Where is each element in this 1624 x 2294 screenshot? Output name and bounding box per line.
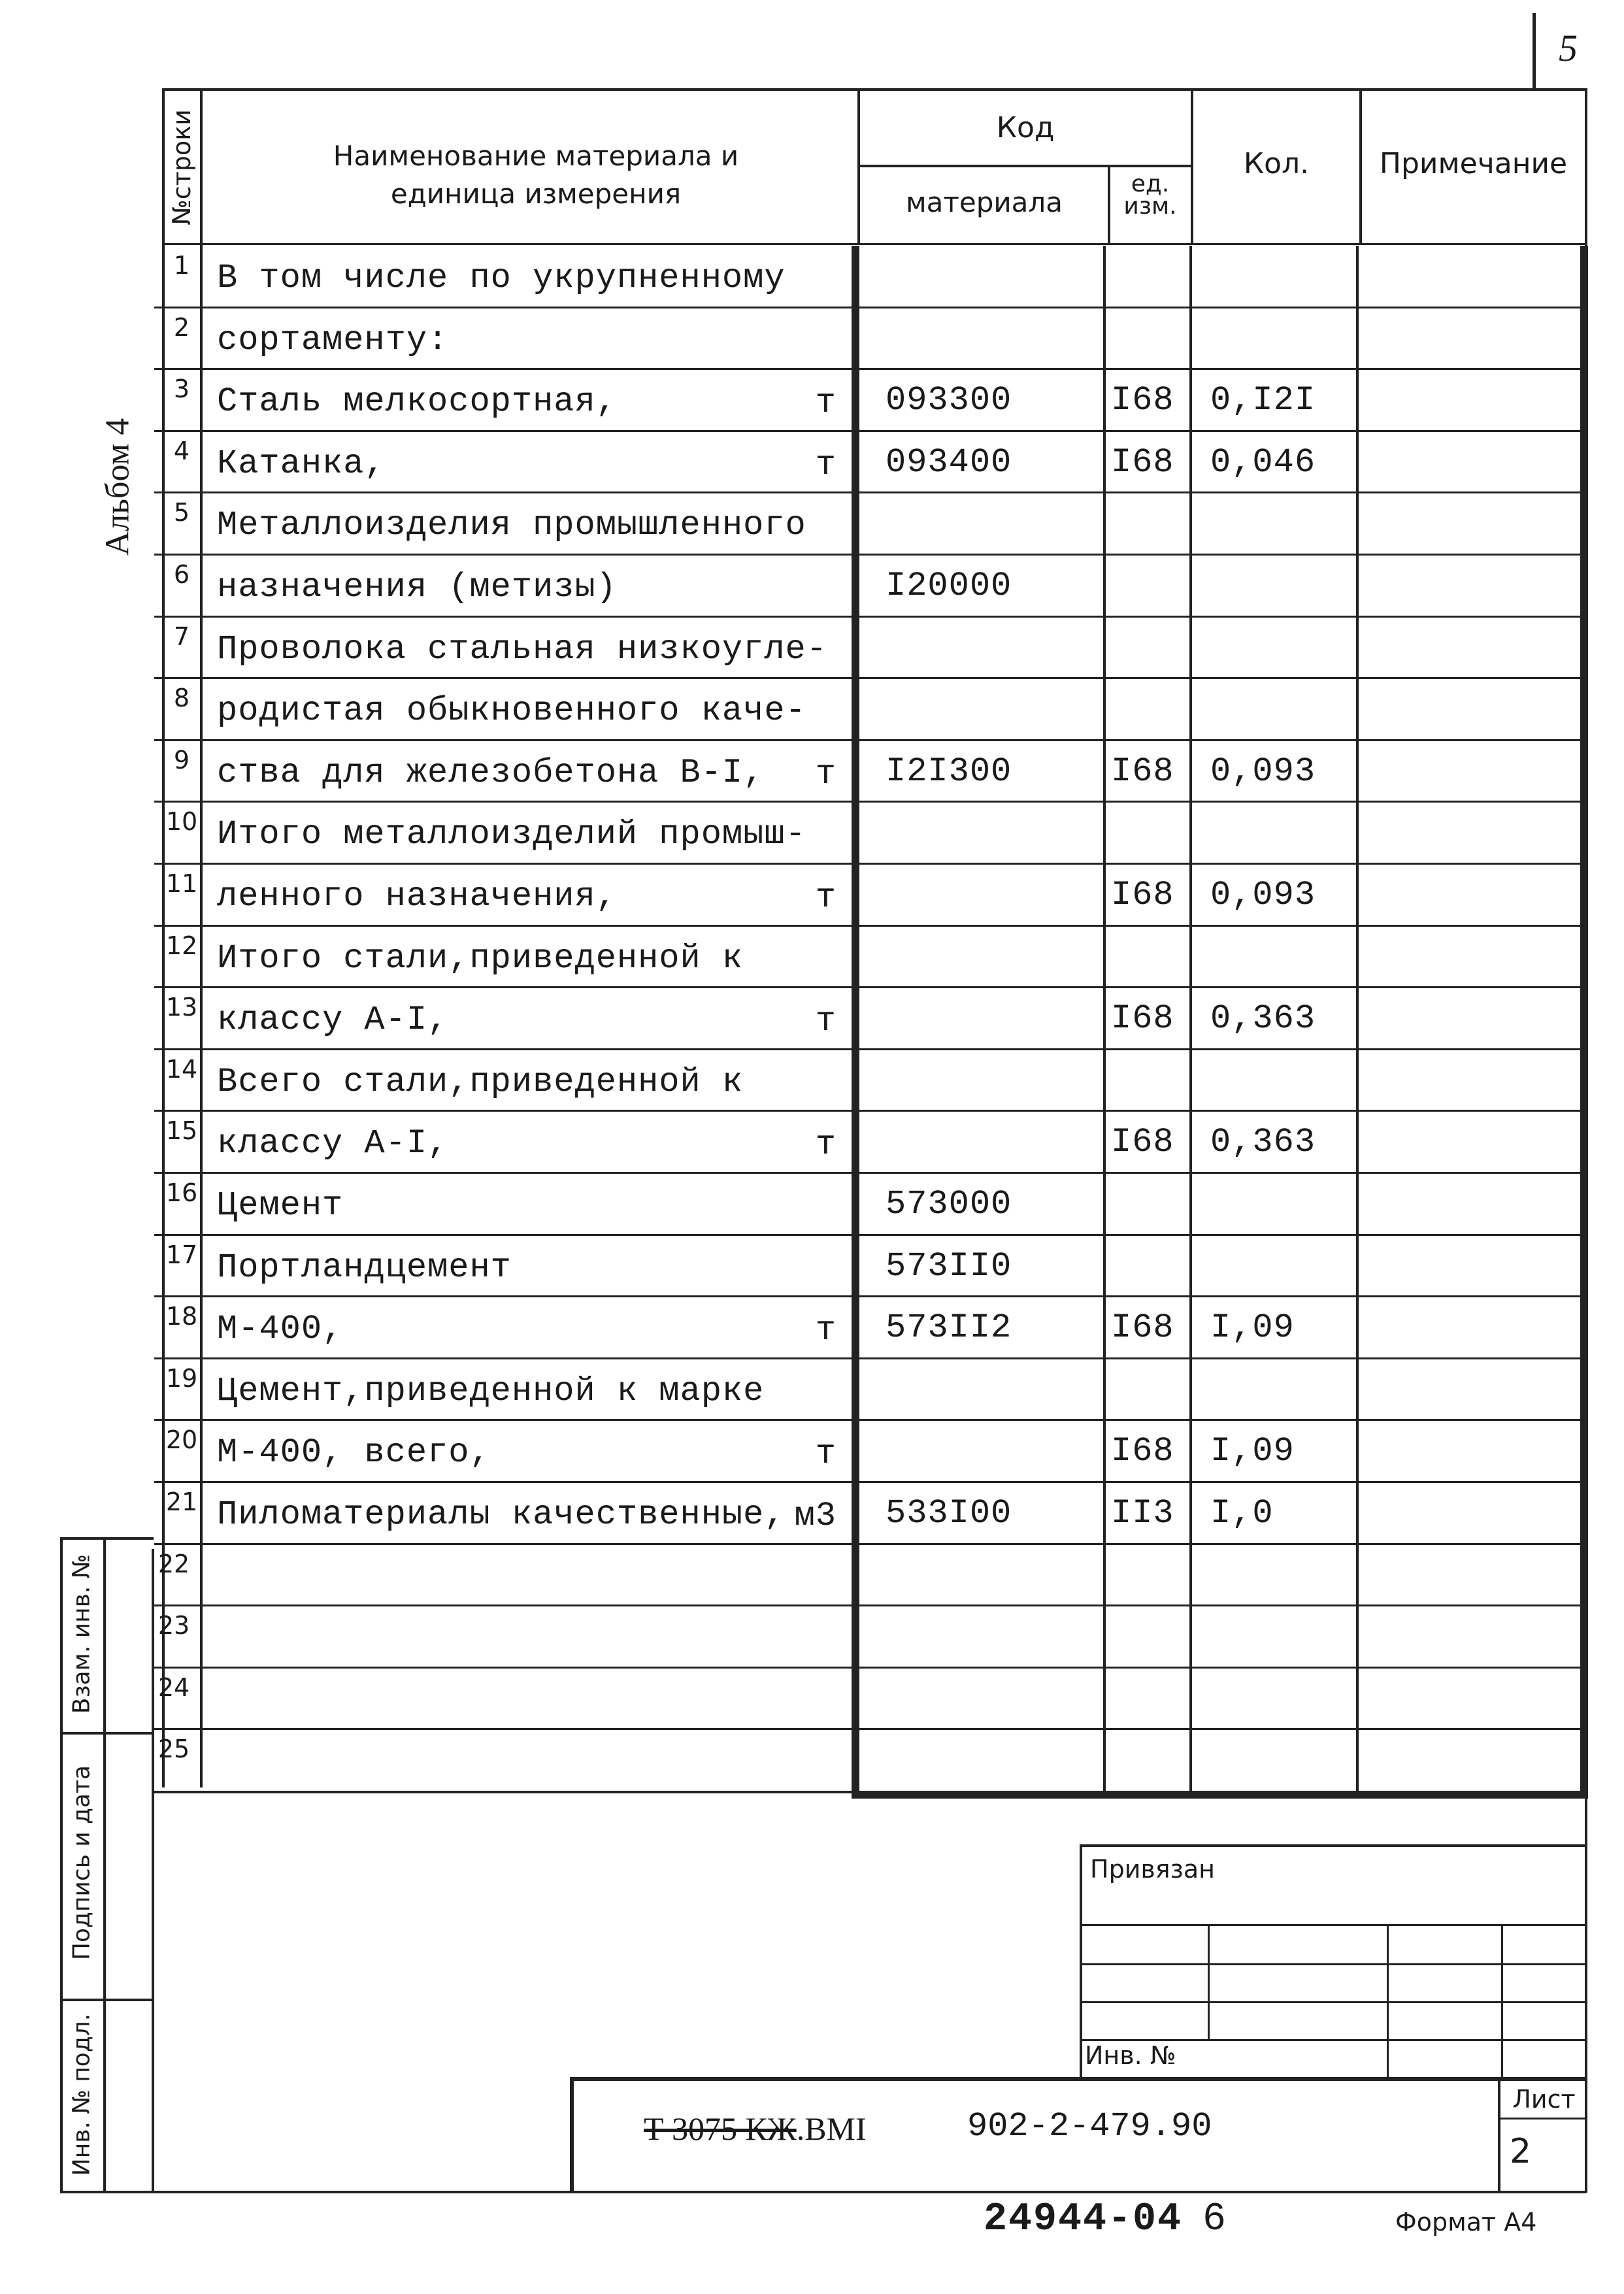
- row-number: 19: [165, 1363, 198, 1393]
- row-unit-code: I68: [1111, 876, 1174, 914]
- row-number: 6: [173, 560, 190, 589]
- stamp-inv-podl: Инв. № подл.: [68, 2013, 95, 2176]
- row-unit-code: I68: [1111, 1123, 1174, 1162]
- row-name: Катанка,: [217, 444, 386, 483]
- row-separator: [154, 1234, 1585, 1236]
- row-name: ства для железобетона В-I,: [217, 753, 765, 792]
- sheet-label: Лист: [1512, 2085, 1576, 2114]
- row-separator: [154, 1357, 1585, 1359]
- row-number: 16: [165, 1178, 198, 1207]
- row-separator: [154, 554, 1585, 556]
- row-name: сортаменту:: [217, 320, 449, 359]
- row-name: родистая обыкновенного каче-: [217, 691, 806, 731]
- row-unit-code: I68: [1111, 1432, 1174, 1471]
- row-code: 093400: [886, 442, 1012, 482]
- stamp-vzam: Взам. инв. №: [68, 1554, 95, 1714]
- row-name: классу А-I,: [217, 1001, 449, 1040]
- row-name: Сталь мелкосортная,: [217, 382, 617, 422]
- row-number: 14: [165, 1054, 198, 1084]
- row-unit: т: [815, 384, 837, 423]
- row-qty: 0,046: [1210, 442, 1316, 482]
- row-separator: [154, 368, 1585, 370]
- header-note: Примечание: [1379, 147, 1568, 180]
- row-unit-code: I68: [1111, 442, 1174, 482]
- row-unit-code: I68: [1111, 1308, 1174, 1348]
- header-code-unit: ед. изм.: [1123, 171, 1177, 220]
- row-separator: [154, 1604, 1585, 1606]
- row-separator: [154, 739, 1585, 741]
- format-label: Формат А4: [1395, 2208, 1537, 2236]
- row-number: 24: [157, 1672, 190, 1702]
- row-unit: т: [815, 1311, 837, 1350]
- row-separator: [154, 677, 1585, 679]
- header-code: Код: [996, 111, 1055, 144]
- drawing-code: [644, 2110, 867, 2148]
- row-number: 23: [157, 1611, 190, 1640]
- row-separator: [154, 1667, 1585, 1669]
- row-unit-code: I68: [1111, 752, 1174, 791]
- archive-number: 24944-04: [984, 2197, 1183, 2242]
- row-separator: [154, 925, 1585, 927]
- code-suffix: .ВМI: [796, 2110, 867, 2147]
- row-number: 3: [173, 374, 190, 404]
- project-number: 902-2-479.90: [967, 2107, 1212, 2146]
- row-name: Проволока стальная низкоугле-: [217, 629, 827, 669]
- row-number: 7: [173, 622, 190, 651]
- stamp-podpis: Подпись и дата: [68, 1765, 95, 1961]
- row-number: 18: [165, 1302, 198, 1331]
- row-number: 5: [173, 498, 190, 527]
- row-separator: [154, 801, 1585, 803]
- row-qty: 0,I2I: [1210, 381, 1316, 420]
- row-unit-code: I68: [1111, 999, 1174, 1039]
- row-number: 17: [165, 1240, 198, 1269]
- row-unit-code: I68: [1111, 381, 1174, 420]
- row-separator: [154, 1728, 1585, 1730]
- row-unit-code: II3: [1111, 1494, 1174, 1533]
- row-name: Цемент: [217, 1186, 344, 1225]
- row-number: 13: [165, 993, 198, 1022]
- row-qty: I,0: [1210, 1494, 1274, 1533]
- row-code: 533I00: [886, 1494, 1012, 1533]
- privyazan-label: Привязан: [1090, 1855, 1215, 1884]
- row-name: Металлоизделия промышленного: [217, 506, 806, 545]
- row-name: классу А-I,: [217, 1124, 449, 1163]
- inv-no-label: Инв. №: [1085, 2041, 1176, 2070]
- row-qty: 0,093: [1210, 876, 1316, 914]
- row-number: 12: [165, 931, 198, 960]
- header-qty: Кол.: [1243, 147, 1310, 180]
- row-separator: [154, 430, 1585, 432]
- row-number: 15: [165, 1116, 198, 1146]
- row-qty: I,09: [1210, 1308, 1295, 1348]
- row-number: 4: [173, 436, 190, 465]
- row-number: 22: [157, 1549, 190, 1578]
- row-code: 573II2: [886, 1308, 1012, 1348]
- row-separator: [154, 1110, 1585, 1112]
- struck-code: Т 3075 КЖ: [644, 2110, 797, 2147]
- row-name: Всего стали,приведенной к: [217, 1062, 744, 1101]
- row-name: Итого стали,приведенной к: [217, 939, 744, 978]
- row-unit: т: [815, 1002, 837, 1041]
- header-row-no: №строки: [167, 109, 196, 225]
- row-number: 11: [165, 869, 198, 898]
- row-number: 9: [173, 745, 190, 774]
- row-separator: [154, 307, 1585, 308]
- row-number: 25: [157, 1735, 190, 1764]
- row-separator: [154, 1543, 1585, 1545]
- row-code: I2I300: [886, 752, 1012, 791]
- row-qty: 0,363: [1210, 1123, 1316, 1162]
- row-qty: I,09: [1210, 1432, 1295, 1471]
- row-separator: [154, 616, 1585, 618]
- row-number: 20: [165, 1425, 198, 1455]
- row-number: 1: [173, 251, 190, 280]
- row-separator: [154, 1419, 1585, 1421]
- row-separator: [154, 1295, 1585, 1297]
- row-number: 10: [165, 807, 198, 837]
- row-name: назначения (метизы): [217, 568, 617, 607]
- row-code: 573000: [886, 1185, 1012, 1223]
- row-name: Пиломатериалы качественные,: [217, 1495, 786, 1534]
- row-name: В том числе по укрупненному: [217, 259, 786, 297]
- page-number: 5: [1559, 27, 1578, 69]
- row-unit: м3: [794, 1497, 837, 1535]
- row-unit: т: [815, 1125, 837, 1165]
- row-separator: [154, 986, 1585, 988]
- row-code: 573II0: [886, 1246, 1012, 1286]
- row-unit: т: [815, 754, 837, 793]
- copy-number: 6: [1202, 2197, 1227, 2242]
- header-name: Наименование материала и единица измерения: [333, 140, 739, 210]
- row-separator: [154, 491, 1585, 493]
- row-separator: [154, 1048, 1585, 1050]
- row-name: Портландцемент: [217, 1248, 512, 1287]
- row-name: Итого металлоизделий промыш-: [217, 815, 806, 854]
- row-name: М-400,: [217, 1310, 344, 1349]
- row-separator: [154, 1172, 1585, 1174]
- row-name: Цемент,приведенной к марке: [217, 1371, 765, 1410]
- sheet-number: 2: [1510, 2132, 1532, 2171]
- row-qty: 0,093: [1210, 752, 1316, 791]
- row-unit: т: [815, 445, 837, 484]
- header-code-material: материала: [905, 186, 1063, 218]
- row-code: I20000: [886, 567, 1012, 605]
- row-name: М-400, всего,: [217, 1433, 491, 1472]
- row-number: 21: [165, 1488, 198, 1516]
- row-number: 2: [173, 312, 190, 342]
- row-name: ленного назначения,: [217, 877, 617, 916]
- row-unit: т: [815, 878, 837, 917]
- row-qty: 0,363: [1210, 999, 1316, 1039]
- row-code: 093300: [886, 381, 1012, 420]
- album-label: Альбом 4: [99, 418, 137, 556]
- row-number: 8: [173, 684, 190, 713]
- row-separator: [154, 863, 1585, 865]
- row-unit: т: [815, 1435, 837, 1474]
- row-separator: [154, 1481, 1585, 1483]
